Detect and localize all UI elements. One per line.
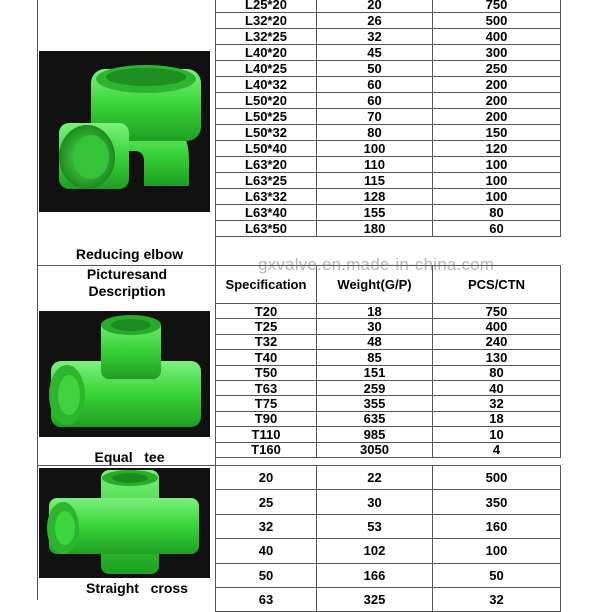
pcs-ctn-cell: 100 <box>433 189 561 205</box>
straight-cross-photo <box>39 468 210 578</box>
pictures-description-label: Picturesand Description <box>86 266 168 299</box>
table-row <box>216 442 561 457</box>
specification-cell: L50*40 <box>216 141 317 157</box>
specification-cell: L63*25 <box>216 173 317 189</box>
table-row <box>216 205 561 221</box>
table-row <box>216 514 561 538</box>
weight-cell: 70 <box>317 109 433 125</box>
table-row <box>216 29 561 45</box>
table-row <box>216 13 561 29</box>
weight-cell: 80 <box>317 125 433 141</box>
reducing-elbow-caption: Reducing elbow <box>75 246 184 262</box>
table-row <box>216 61 561 77</box>
specification-cell: L25*20 <box>216 0 317 13</box>
specification-cell: T40 <box>216 350 317 365</box>
weight-cell: 26 <box>317 13 433 29</box>
pcs-ctn-cell: 200 <box>433 109 561 125</box>
weight-cell: 325 <box>317 587 433 611</box>
weight-cell: 102 <box>317 539 433 563</box>
pcs-ctn-cell: 50 <box>433 563 561 587</box>
reducing-elbow-table <box>215 0 561 237</box>
weight-cell: 53 <box>317 514 433 538</box>
table-row <box>216 396 561 411</box>
pcs-ctn-cell: 150 <box>433 125 561 141</box>
specification-cell: L40*25 <box>216 61 317 77</box>
weight-cell: 48 <box>317 334 433 349</box>
specification-cell: T32 <box>216 334 317 349</box>
table-row <box>216 157 561 173</box>
table-row <box>216 141 561 157</box>
weight-cell: 60 <box>317 93 433 109</box>
equal-tee-photo <box>39 311 210 437</box>
pcs-ctn-cell: 200 <box>433 77 561 93</box>
pcs-ctn-cell: 100 <box>433 173 561 189</box>
table-row <box>216 427 561 442</box>
pcs-ctn-cell: 350 <box>433 490 561 514</box>
specification-cell: T110 <box>216 427 317 442</box>
pcs-ctn-cell: 200 <box>433 93 561 109</box>
table-row <box>216 125 561 141</box>
pcs-ctn-cell: 250 <box>433 61 561 77</box>
specification-cell: L40*32 <box>216 77 317 93</box>
table-row <box>216 380 561 395</box>
specification-cell: T75 <box>216 396 317 411</box>
table-row <box>216 365 561 380</box>
table-row <box>216 0 561 13</box>
weight-cell: 3050 <box>317 442 433 457</box>
weight-cell: 32 <box>317 29 433 45</box>
weight-cell: 635 <box>317 411 433 426</box>
specification-cell: L63*20 <box>216 157 317 173</box>
weight-cell: 30 <box>317 490 433 514</box>
specification-cell: T50 <box>216 365 317 380</box>
equal-tee-table <box>215 303 561 458</box>
straight-cross-icon <box>39 468 210 578</box>
pcs-ctn-cell: 4 <box>433 442 561 457</box>
weight-cell: 100 <box>317 141 433 157</box>
specification-cell: L40*20 <box>216 45 317 61</box>
specification-cell: L63*50 <box>216 221 317 237</box>
table-row <box>216 490 561 514</box>
weight-cell: 128 <box>317 189 433 205</box>
equal-tee-icon <box>39 311 210 437</box>
specification-header: Specification <box>216 266 317 304</box>
pcs-ctn-cell: 400 <box>433 29 561 45</box>
pcs-ctn-cell: 32 <box>433 587 561 611</box>
specification-cell: L63*32 <box>216 189 317 205</box>
weight-header: Weight(G/P) <box>317 266 433 304</box>
specification-cell: L32*20 <box>216 13 317 29</box>
weight-cell: 259 <box>317 380 433 395</box>
specification-cell: 32 <box>216 514 317 538</box>
pcs-ctn-cell: 300 <box>433 45 561 61</box>
weight-cell: 155 <box>317 205 433 221</box>
table-row <box>216 539 561 563</box>
specification-cell: T20 <box>216 304 317 319</box>
table-row <box>216 411 561 426</box>
specification-cell: L50*20 <box>216 93 317 109</box>
reducing-elbow-icon <box>39 51 210 212</box>
weight-cell: 151 <box>317 365 433 380</box>
pcs-ctn-cell: 500 <box>433 13 561 29</box>
weight-cell: 180 <box>317 221 433 237</box>
specification-cell: 20 <box>216 466 317 490</box>
weight-cell: 166 <box>317 563 433 587</box>
specification-cell: L50*32 <box>216 125 317 141</box>
specification-cell: T63 <box>216 380 317 395</box>
weight-cell: 60 <box>317 77 433 93</box>
weight-cell: 110 <box>317 157 433 173</box>
table-row <box>216 319 561 334</box>
table-row <box>216 93 561 109</box>
weight-cell: 85 <box>317 350 433 365</box>
specification-cell: 63 <box>216 587 317 611</box>
pcs-ctn-cell: 160 <box>433 514 561 538</box>
pcs-ctn-cell: 400 <box>433 319 561 334</box>
pcs-ctn-cell: 60 <box>433 221 561 237</box>
specification-cell: L63*40 <box>216 205 317 221</box>
straight-cross-caption: Straight cross <box>86 580 188 596</box>
straight-cross-table <box>215 465 561 612</box>
specification-cell: 50 <box>216 563 317 587</box>
weight-cell: 45 <box>317 45 433 61</box>
table-row <box>216 466 561 490</box>
pcs-ctn-cell: 80 <box>433 365 561 380</box>
table-row <box>216 304 561 319</box>
specification-cell: L50*25 <box>216 109 317 125</box>
left-border <box>37 0 38 600</box>
pcs-ctn-cell: 750 <box>433 0 561 13</box>
weight-cell: 985 <box>317 427 433 442</box>
table-row <box>216 173 561 189</box>
watermark-text: gxvalve.en.made-in-china.com <box>258 255 495 274</box>
table-row <box>216 45 561 61</box>
specification-cell: T25 <box>216 319 317 334</box>
weight-cell: 115 <box>317 173 433 189</box>
table-row <box>216 189 561 205</box>
reducing-elbow-photo <box>39 51 210 212</box>
weight-cell: 355 <box>317 396 433 411</box>
equal-tee-caption: Equal tee <box>94 449 165 465</box>
pcs-ctn-cell: 100 <box>433 539 561 563</box>
pcs-ctn-cell: 120 <box>433 141 561 157</box>
table-row <box>216 77 561 93</box>
table-row <box>216 221 561 237</box>
specification-cell: 25 <box>216 490 317 514</box>
weight-cell: 30 <box>317 319 433 334</box>
weight-cell: 50 <box>317 61 433 77</box>
table-row <box>216 563 561 587</box>
table-row <box>216 109 561 125</box>
pcs-ctn-cell: 750 <box>433 304 561 319</box>
specification-cell: T160 <box>216 442 317 457</box>
pcs-ctn-cell: 32 <box>433 396 561 411</box>
table-row <box>216 350 561 365</box>
weight-cell: 18 <box>317 304 433 319</box>
weight-cell: 22 <box>317 466 433 490</box>
pcs-ctn-cell: 40 <box>433 380 561 395</box>
pcs-ctn-cell: 10 <box>433 427 561 442</box>
pcs-ctn-cell: 80 <box>433 205 561 221</box>
pcs-ctn-header: PCS/CTN <box>433 266 561 304</box>
pcs-ctn-cell: 500 <box>433 466 561 490</box>
specification-cell: L32*25 <box>216 29 317 45</box>
specification-cell: T90 <box>216 411 317 426</box>
pcs-ctn-cell: 18 <box>433 411 561 426</box>
pcs-ctn-cell: 130 <box>433 350 561 365</box>
specification-cell: 40 <box>216 539 317 563</box>
weight-cell: 20 <box>317 0 433 13</box>
table-row <box>216 334 561 349</box>
pcs-ctn-cell: 100 <box>433 157 561 173</box>
pcs-ctn-cell: 240 <box>433 334 561 349</box>
